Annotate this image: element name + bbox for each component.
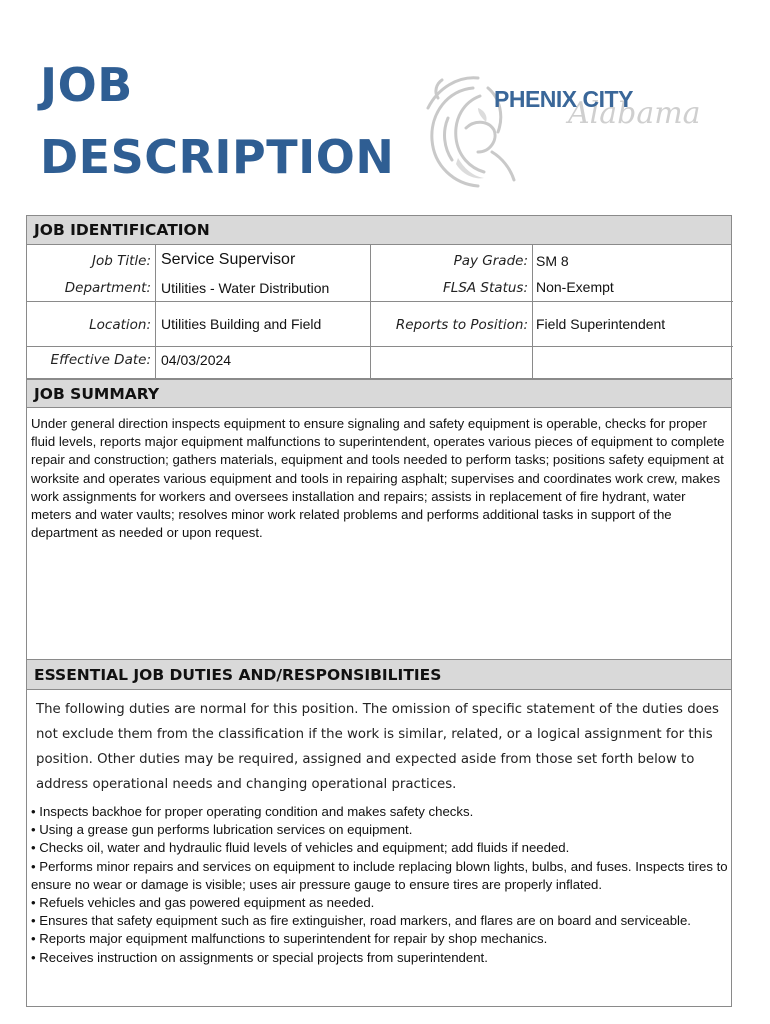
city-logo (418, 68, 718, 193)
duties-heading: ESSENTIAL JOB DUTIES AND/RESPONSIBILITIES (27, 659, 731, 690)
list-item: • Using a grease gun performs lubrication services on equipment. (31, 822, 413, 838)
list-item: • Performs minor repairs and services on equipment to include replacing blown lights, bulbs, and fuses. Inspects tires to ensure no wear or damage is visible; uses air pressure gauge to ensure tires are properly inflated. (31, 858, 728, 892)
department-label: Department: (64, 280, 151, 296)
flsa-status-label: FLSA Status: (443, 280, 528, 296)
summary-text: Under general direction inspects equipment to ensure signaling and safety equipment is operable, checks for proper fluid levels, reports major equipment malfunctions to superintendent, operates various pieces of equipment to complete repair and construction; gathers materials, equipment and tools needed to perform tasks; positions safety equipment at worksite and operates various equipment and tools in repairing asphalt; supervises and coordinates work crew, makes work assignments for workers and oversees installation and repairs; assists in replacement of fire hydrant, water meters and water vaults; resolves minor work related problems and performs additional tasks in support of the department as needed or upon request. (31, 416, 725, 541)
grid-line (27, 301, 733, 302)
location-label: Location: (89, 317, 151, 333)
pay-grade-label: Pay Grade: (453, 253, 528, 269)
department-value: Utilities - Water Distribution (161, 280, 330, 296)
grid-line (27, 346, 733, 347)
logo-state-text: Alabama (568, 96, 701, 131)
effective-date-value: 04/03/2024 (161, 352, 232, 368)
identification-heading: JOB IDENTIFICATION (27, 216, 731, 245)
list-item: • Reports major equipment malfunctions to superintendent for repair by shop mechanics. (31, 931, 548, 947)
job-description-form (26, 215, 732, 1007)
list-item: • Inspects backhoe for proper operating condition and makes safety checks. (31, 804, 474, 819)
summary-heading: JOB SUMMARY (27, 379, 731, 408)
title-line-2: DESCRIPTION (40, 130, 395, 184)
duties-list (31, 803, 731, 967)
document-title (40, 50, 394, 194)
grid-line (155, 245, 156, 378)
grid-line (532, 245, 533, 378)
job-title-value: Service Supervisor (161, 251, 296, 268)
job-title-label: Job Title: (92, 253, 151, 269)
pay-grade-value: SM 8 (536, 253, 569, 269)
flsa-status-value: Non-Exempt (536, 279, 614, 295)
logo-city-text: PHENIX CITY (494, 86, 633, 112)
effective-date-label: Effective Date: (50, 352, 151, 368)
location-value: Utilities Building and Field (161, 316, 322, 332)
list-item: • Ensures that safety equipment such as fire extinguisher, road markers, and flares are on board and serviceable. (31, 913, 691, 929)
list-item: • Receives instruction on assignments or special projects from superintendent. (31, 949, 488, 965)
reports-to-label: Reports to Position: (395, 317, 528, 333)
list-item: • Refuels vehicles and gas powered equipment as needed. (31, 895, 375, 911)
reports-to-value: Field Superintendent (536, 316, 666, 332)
list-item: • Checks oil, water and hydraulic fluid levels of vehicles and equipment; add fluids if needed. (31, 840, 570, 856)
duties-intro: The following duties are normal for this position. The omission of specific statement of the duties does not exclude them from the classification if the work is similar, related, or a logical assignment for this position. Other duties may be required, assigned and expected aside from those set forth below to address operational needs and changing operational practices. (36, 702, 719, 792)
title-line-1: JOB (40, 58, 133, 112)
